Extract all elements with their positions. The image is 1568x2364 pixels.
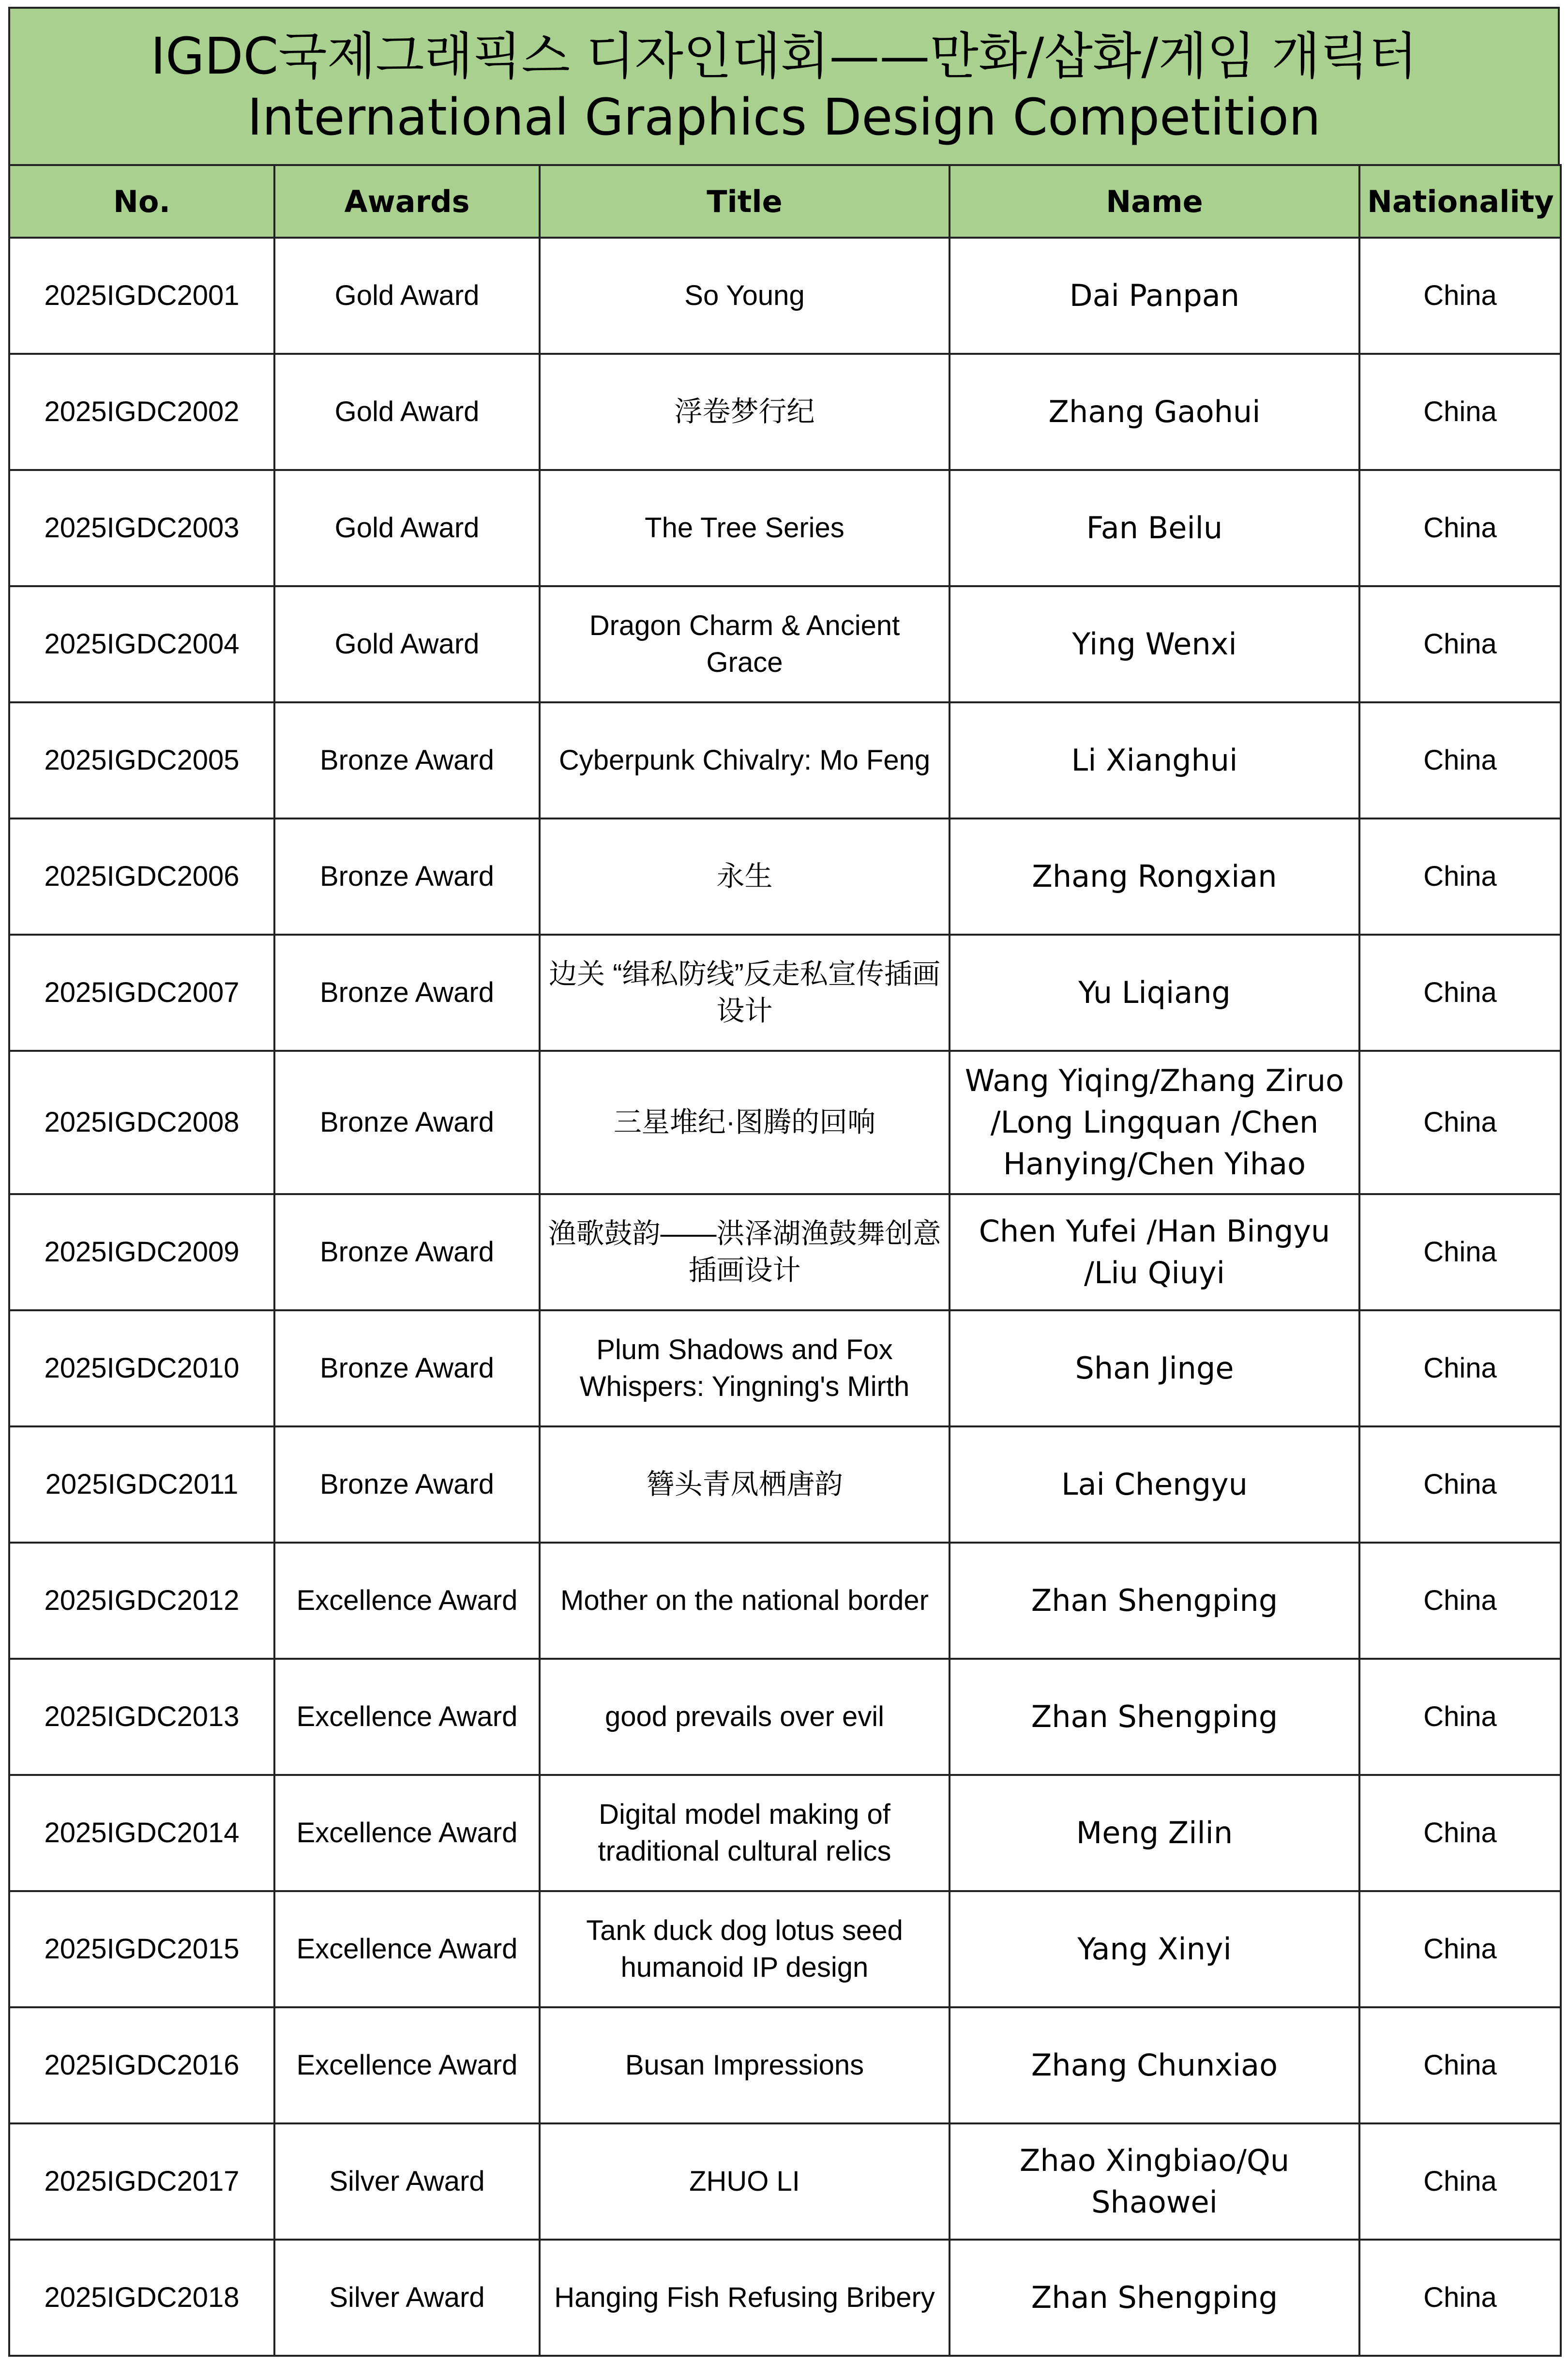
cell-title: Digital model making of traditional cultural relics <box>540 1775 950 1891</box>
cell-award: Gold Award <box>274 354 540 470</box>
cell-award: Excellence Award <box>274 2007 540 2123</box>
title-english: International Graphics Design Competition <box>247 87 1321 147</box>
title-banner <box>8 7 1560 164</box>
cell-title: 边关 “缉私防线”反走私宣传插画设计 <box>540 935 950 1051</box>
table-row <box>9 2240 1561 2356</box>
cell-number: 2025IGDC2017 <box>9 2123 274 2240</box>
cell-name: Zhan Shengping <box>950 1659 1359 1775</box>
column-header-no: No. <box>9 165 274 238</box>
cell-award: Gold Award <box>274 586 540 702</box>
cell-award: Bronze Award <box>274 1194 540 1310</box>
cell-nationality: China <box>1359 935 1561 1051</box>
cell-nationality: China <box>1359 2007 1561 2123</box>
table-row <box>9 818 1561 935</box>
awards-table <box>8 164 1562 2357</box>
cell-award: Gold Award <box>274 238 540 354</box>
table-header <box>9 165 1561 238</box>
cell-nationality: China <box>1359 702 1561 818</box>
cell-name: Shan Jinge <box>950 1310 1359 1426</box>
cell-name: Lai Chengyu <box>950 1426 1359 1543</box>
cell-nationality: China <box>1359 470 1561 586</box>
cell-title: Dragon Charm & Ancient Grace <box>540 586 950 702</box>
cell-number: 2025IGDC2003 <box>9 470 274 586</box>
cell-name: Dai Panpan <box>950 238 1359 354</box>
cell-award: Excellence Award <box>274 1775 540 1891</box>
cell-name: Fan Beilu <box>950 470 1359 586</box>
cell-name: Zhao Xingbiao/Qu Shaowei <box>950 2123 1359 2240</box>
cell-number: 2025IGDC2013 <box>9 1659 274 1775</box>
cell-title: ZHUO LI <box>540 2123 950 2240</box>
cell-nationality: China <box>1359 2240 1561 2356</box>
cell-nationality: China <box>1359 2123 1561 2240</box>
cell-name: Zhang Gaohui <box>950 354 1359 470</box>
awards-sheet <box>8 7 1560 2357</box>
cell-number: 2025IGDC2007 <box>9 935 274 1051</box>
cell-title: good prevails over evil <box>540 1659 950 1775</box>
cell-name: Li Xianghui <box>950 702 1359 818</box>
cell-name: Zhang Chunxiao <box>950 2007 1359 2123</box>
cell-nationality: China <box>1359 1775 1561 1891</box>
cell-number: 2025IGDC2018 <box>9 2240 274 2356</box>
table-row <box>9 1051 1561 1194</box>
cell-name: Chen Yufei /Han Bingyu /Liu Qiuyi <box>950 1194 1359 1310</box>
cell-title: Mother on the national border <box>540 1543 950 1659</box>
cell-title: 浮卷梦行纪 <box>540 354 950 470</box>
cell-award: Silver Award <box>274 2123 540 2240</box>
cell-name: Ying Wenxi <box>950 586 1359 702</box>
table-row <box>9 1659 1561 1775</box>
column-header-nationality: Nationality <box>1359 165 1561 238</box>
cell-number: 2025IGDC2008 <box>9 1051 274 1194</box>
cell-award: Excellence Award <box>274 1543 540 1659</box>
table-row <box>9 1775 1561 1891</box>
cell-name: Yang Xinyi <box>950 1891 1359 2007</box>
cell-award: Excellence Award <box>274 1891 540 2007</box>
cell-nationality: China <box>1359 586 1561 702</box>
cell-nationality: China <box>1359 1051 1561 1194</box>
table-row <box>9 702 1561 818</box>
cell-title: Hanging Fish Refusing Bribery <box>540 2240 950 2356</box>
cell-nationality: China <box>1359 354 1561 470</box>
cell-number: 2025IGDC2015 <box>9 1891 274 2007</box>
cell-title: 三星堆纪·图腾的回响 <box>540 1051 950 1194</box>
cell-number: 2025IGDC2009 <box>9 1194 274 1310</box>
column-header-name: Name <box>950 165 1359 238</box>
cell-number: 2025IGDC2012 <box>9 1543 274 1659</box>
cell-nationality: China <box>1359 1891 1561 2007</box>
cell-name: Zhan Shengping <box>950 2240 1359 2356</box>
cell-award: Bronze Award <box>274 1426 540 1543</box>
cell-number: 2025IGDC2010 <box>9 1310 274 1426</box>
column-header-title: Title <box>540 165 950 238</box>
cell-title: The Tree Series <box>540 470 950 586</box>
cell-award: Silver Award <box>274 2240 540 2356</box>
cell-award: Bronze Award <box>274 1051 540 1194</box>
cell-award: Excellence Award <box>274 1659 540 1775</box>
cell-nationality: China <box>1359 238 1561 354</box>
cell-title: Tank duck dog lotus seed humanoid IP design <box>540 1891 950 2007</box>
table-row <box>9 1543 1561 1659</box>
cell-title: Cyberpunk Chivalry: Mo Feng <box>540 702 950 818</box>
cell-number: 2025IGDC2002 <box>9 354 274 470</box>
cell-nationality: China <box>1359 1426 1561 1543</box>
table-row <box>9 2123 1561 2240</box>
cell-number: 2025IGDC2014 <box>9 1775 274 1891</box>
table-row <box>9 586 1561 702</box>
title-korean: IGDC국제그래픽스 디자인대회——만화/삽화/게임 개릭터 <box>151 26 1417 86</box>
cell-award: Bronze Award <box>274 935 540 1051</box>
table-row <box>9 1426 1561 1543</box>
table-row <box>9 935 1561 1051</box>
cell-name: Wang Yiqing/Zhang Ziruo /Long Lingquan /Chen Hanying/Chen Yihao <box>950 1051 1359 1194</box>
table-row <box>9 1310 1561 1426</box>
cell-award: Bronze Award <box>274 818 540 935</box>
cell-name: Meng Zilin <box>950 1775 1359 1891</box>
cell-title: 永生 <box>540 818 950 935</box>
cell-name: Zhan Shengping <box>950 1543 1359 1659</box>
header-row <box>9 165 1561 238</box>
cell-nationality: China <box>1359 818 1561 935</box>
table-row <box>9 2007 1561 2123</box>
cell-title: 簪头青凤栖唐韵 <box>540 1426 950 1543</box>
cell-name: Zhang Rongxian <box>950 818 1359 935</box>
cell-award: Bronze Award <box>274 1310 540 1426</box>
cell-number: 2025IGDC2011 <box>9 1426 274 1543</box>
cell-number: 2025IGDC2001 <box>9 238 274 354</box>
table-row <box>9 470 1561 586</box>
table-row <box>9 238 1561 354</box>
cell-nationality: China <box>1359 1543 1561 1659</box>
table-body <box>9 238 1561 2356</box>
table-row <box>9 1891 1561 2007</box>
cell-award: Gold Award <box>274 470 540 586</box>
cell-title: Busan Impressions <box>540 2007 950 2123</box>
cell-number: 2025IGDC2016 <box>9 2007 274 2123</box>
column-header-awards: Awards <box>274 165 540 238</box>
cell-number: 2025IGDC2006 <box>9 818 274 935</box>
cell-title: 渔歌鼓韵——洪泽湖渔鼓舞创意插画设计 <box>540 1194 950 1310</box>
cell-number: 2025IGDC2004 <box>9 586 274 702</box>
cell-nationality: China <box>1359 1194 1561 1310</box>
table-row <box>9 1194 1561 1310</box>
cell-nationality: China <box>1359 1659 1561 1775</box>
cell-award: Bronze Award <box>274 702 540 818</box>
cell-title: Plum Shadows and Fox Whispers: Yingning's Mirth <box>540 1310 950 1426</box>
table-row <box>9 354 1561 470</box>
cell-name: Yu Liqiang <box>950 935 1359 1051</box>
cell-nationality: China <box>1359 1310 1561 1426</box>
cell-number: 2025IGDC2005 <box>9 702 274 818</box>
cell-title: So Young <box>540 238 950 354</box>
